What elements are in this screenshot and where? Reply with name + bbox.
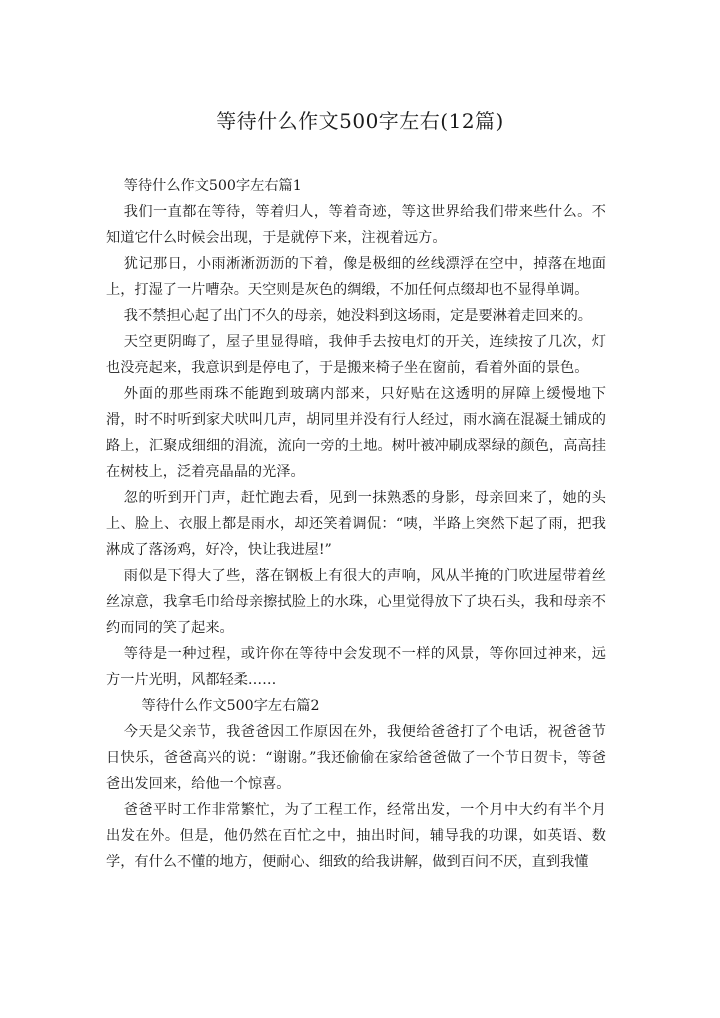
paragraph: 雨似是下得大了些，落在钢板上有很大的声响，风从半掩的门吹进屋带着丝丝凉意，我拿毛巾给母亲擦拭脸上的水珠，心里觉得放下了块石头，我和母亲不约而同的笑了起来。: [106, 568, 606, 636]
paragraph: 天空更阴晦了，屋子里显得暗，我伸手去按电灯的开关，连续按了几次，灯也没亮起来，我意识到是停电了，于是搬来椅子坐在窗前，看着外面的景色。: [106, 334, 606, 376]
paragraph: 爸爸平时工作非常繁忙，为了工程工作，经常出发，一个月中大约有半个月出发在外。但是，他仍然在百忙之中，抽出时间，辅导我的功课，如英语、数学，有什么不懂的地方，便耐心、细致的给我讲解，做到百问不厌，直到我懂: [106, 802, 606, 870]
paragraph: 犹记那日，小雨淅淅沥沥的下着，像是极细的丝线漂浮在空中，掉落在地面上，打湿了一片嘈杂。天空则是灰色的绸缎，不加任何点缀却也不显得单调。: [106, 256, 606, 298]
section-heading-2: 等待什么作文500字左右篇2: [141, 698, 320, 714]
paragraph: 今天是父亲节，我爸爸因工作原因在外，我便给爸爸打了个电话，祝爸爸节日快乐，爸爸高兴的说：“谢谢。”我还偷偷在家给爸爸做了一个节日贺卡，等爸爸出发回来，给他一个惊喜。: [106, 724, 606, 792]
document-body: [106, 173, 606, 875]
document-title: 等待什么作文500字左右(12篇): [216, 109, 504, 133]
paragraph: 等待是一种过程，或许你在等待中会发现不一样的风景，等你回过神来，远方一片光明，风都轻柔……: [106, 646, 606, 688]
paragraph: 外面的那些雨珠不能跑到玻璃内部来，只好贴在这透明的屏障上缓慢地下滑，时不时听到家犬吠叫几声，胡同里并没有行人经过，雨水滴在混凝土铺成的路上，汇聚成细细的涓流，流向一旁的土地。树叶被冲刷成翠绿的颜色，高高挂在树枝上，泛着亮晶晶的光泽。: [106, 386, 606, 480]
paragraph: 我们一直都在等待，等着归人，等着奇迹，等这世界给我们带来些什么。不知道它什么时候会出现，于是就停下来，注视着远方。: [106, 204, 606, 246]
paragraph: 忽的听到开门声，赶忙跑去看，见到一抹熟悉的身影，母亲回来了，她的头上、脸上、衣服上都是雨水，却还笑着调侃：“咦，半路上突然下起了雨，把我淋成了落汤鸡，好冷，快让我进屋!”: [106, 490, 606, 558]
paragraph: 我不禁担心起了出门不久的母亲，她没料到这场雨，定是要淋着走回来的。: [123, 308, 592, 324]
section-heading-1: 等待什么作文500字左右篇1: [123, 178, 302, 194]
